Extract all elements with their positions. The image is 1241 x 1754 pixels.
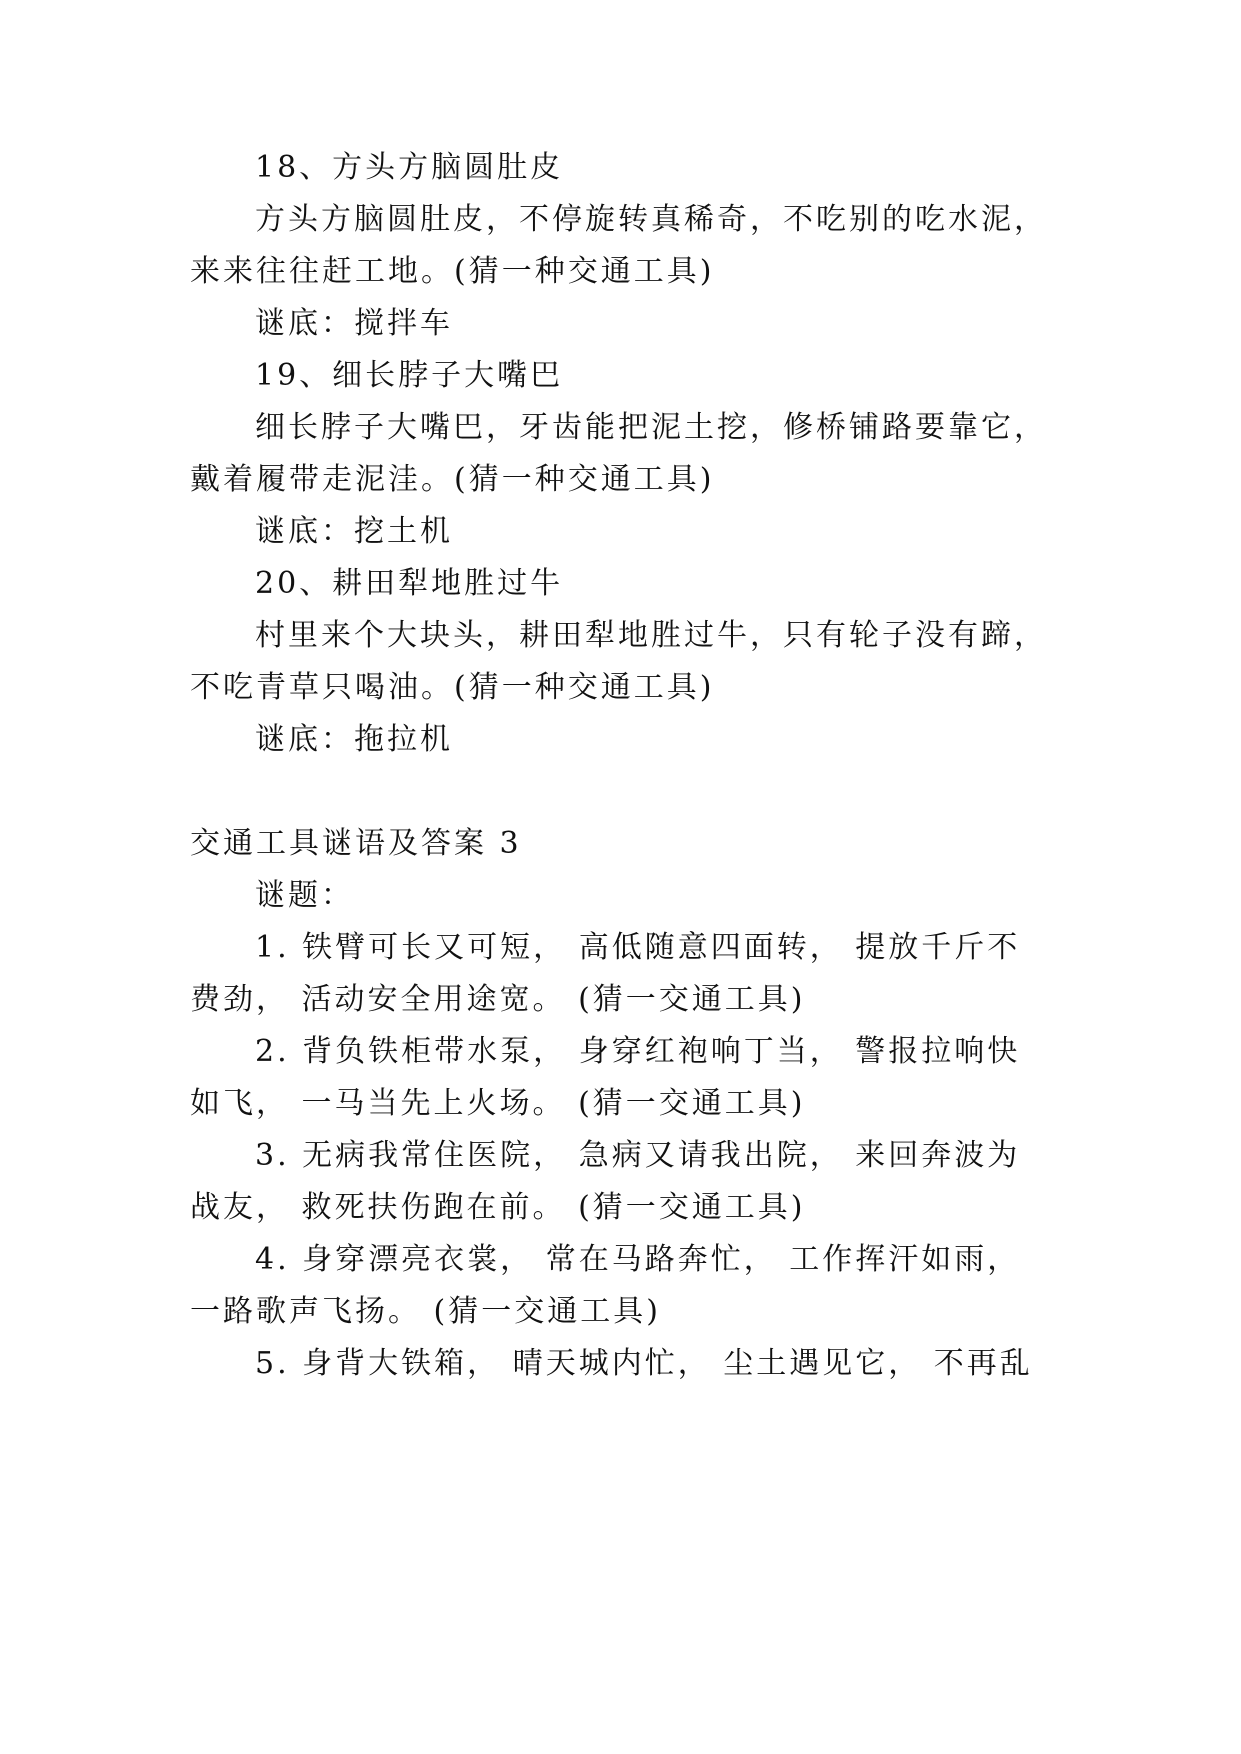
riddle-title-18: 18、方头方脑圆肚皮 <box>255 150 564 185</box>
riddle-text-18-line1: 方头方脑圆肚皮，不停旋转真稀奇，不吃别的吃水泥， <box>255 202 1047 237</box>
riddle-text-20-line1: 村里来个大块头，耕田犁地胜过牛，只有轮子没有蹄， <box>255 618 1047 653</box>
riddle-2-line1: 2. 背负铁柜带水泵， 身穿红袍响丁当， 警报拉响快 <box>255 1034 1021 1069</box>
riddle-4-line2: 一路歌声飞扬。 (猜一交通工具) <box>190 1294 661 1329</box>
riddle-text-18-line2: 来来往往赶工地。(猜一种交通工具) <box>190 254 715 289</box>
section-label: 谜题： <box>255 878 354 913</box>
riddle-1-line2: 费劲， 活动安全用途宽。 (猜一交通工具) <box>190 982 806 1017</box>
section-heading: 交通工具谜语及答案 3 <box>190 826 522 861</box>
riddle-2-line2: 如飞， 一马当先上火场。 (猜一交通工具) <box>190 1086 806 1121</box>
riddle-3-line2: 战友， 救死扶伤跑在前。 (猜一交通工具) <box>190 1190 806 1225</box>
riddle-title-20: 20、耕田犁地胜过牛 <box>255 566 564 601</box>
riddle-3-line1: 3. 无病我常住医院， 急病又请我出院， 来回奔波为 <box>255 1138 1021 1173</box>
riddle-title-19: 19、细长脖子大嘴巴 <box>255 358 564 393</box>
riddle-answer-19: 谜底：挖土机 <box>255 514 453 549</box>
riddle-1-line1: 1. 铁臂可长又可短， 高低随意四面转， 提放千斤不 <box>255 930 1021 965</box>
riddle-4-line1: 4. 身穿漂亮衣裳， 常在马路奔忙， 工作挥汗如雨， <box>255 1242 1021 1277</box>
riddle-answer-20: 谜底：拖拉机 <box>255 722 453 757</box>
riddle-text-20-line2: 不吃青草只喝油。(猜一种交通工具) <box>190 670 715 705</box>
riddle-5-line1: 5. 身背大铁箱， 晴天城内忙， 尘土遇见它， 不再乱 <box>255 1346 1033 1381</box>
riddle-answer-18: 谜底：搅拌车 <box>255 306 453 341</box>
riddle-text-19-line2: 戴着履带走泥洼。(猜一种交通工具) <box>190 462 715 497</box>
riddle-text-19-line1: 细长脖子大嘴巴，牙齿能把泥土挖，修桥铺路要靠它， <box>255 410 1047 445</box>
